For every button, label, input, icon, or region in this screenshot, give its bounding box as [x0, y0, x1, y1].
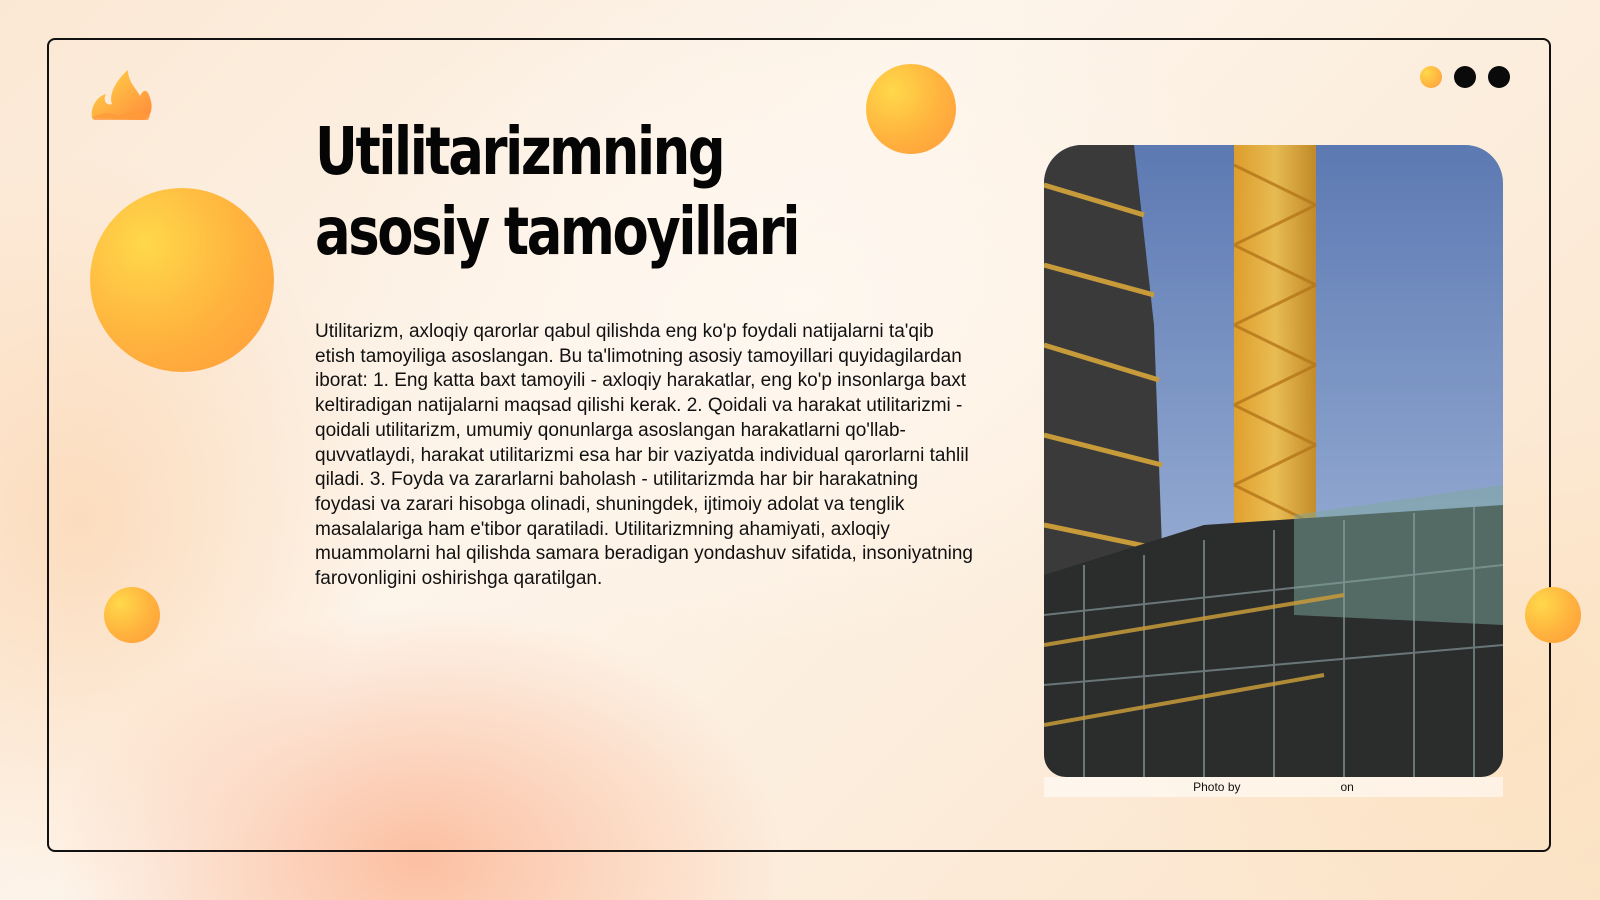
slide-body-text: Utilitarizm, axloqiy qarorlar qabul qilishda eng ko'p foydali natijalarni ta'qib etish tamoyiliga asoslangan. Bu ta'limotning asosiy tamoyillari quyidagilardan iborat: 1. Eng katta baxt tamoyili - axloqiy harakatlar, eng ko'p insonlarga baxt keltiradigan natijalarni maqsad qilishi kerak. 2. Qoidali va harakat utilitarizmi - qoidali utilitarizm, umumiy qonunlarga asoslangan harakatlarni qo'llab-quvvatlaydi, harakat utilitarizmi esa har bir vaziyatda individual qarorlarni tahlil qiladi. 3. Foyda va zararlarni baholash - utilitarizmda har bir harakatning foydasi va zarari hisobga olinadi, shuningdek, ijtimoiy adolat va tenglik masalalariga ham e'tibor qaratiladi. Utilitarizmning ahamiyati, axloqiy muammolarni hal qilishda samara beradigan yondashuv sifatida, insoniyatning farovonligini oshirishga qaratilgan. — [315, 321, 973, 590]
dot-icon — [1454, 66, 1476, 88]
decorative-orb-large — [90, 188, 274, 372]
flame-logo-icon — [88, 66, 154, 122]
photo-container — [1044, 145, 1503, 797]
photo-caption — [1044, 777, 1503, 797]
photo-caption-prefix: Photo by — [1193, 780, 1241, 794]
construction-photo — [1044, 145, 1503, 777]
decorative-orb-edge — [1525, 587, 1581, 643]
photo-caption-middle: on — [1340, 780, 1354, 794]
accent-dot-icon — [1420, 66, 1442, 88]
decorative-orb-small — [104, 587, 160, 643]
window-dots — [1420, 66, 1510, 88]
dot-icon — [1488, 66, 1510, 88]
decorative-orb-top — [866, 64, 956, 154]
slide-title: Utilitarizmning asosiy tamoyillari — [315, 113, 799, 270]
